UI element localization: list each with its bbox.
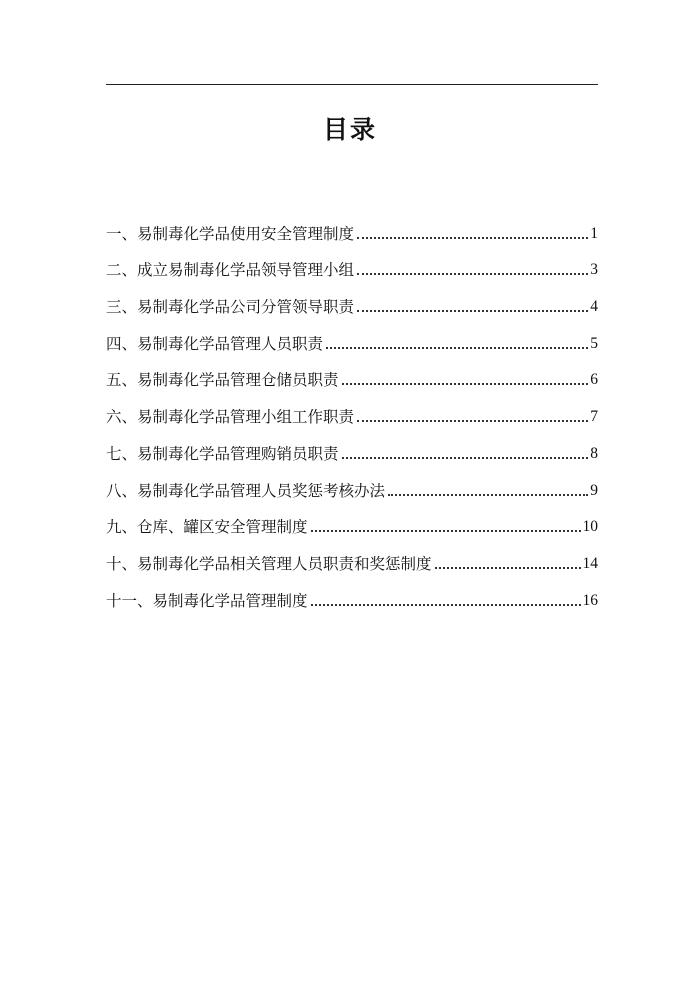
toc-entry-title: 四、易制毒化学品管理人员职责 <box>106 334 324 353</box>
dot-leader <box>388 494 588 496</box>
toc-entry[interactable] <box>106 317 598 354</box>
toc-entry-title: 九、仓库、罐区安全管理制度 <box>106 518 308 537</box>
toc-entry-title: 一、易制毒化学品使用安全管理制度 <box>106 224 355 243</box>
page-title: 目录 <box>322 115 377 144</box>
dot-leader <box>435 567 581 569</box>
toc-entry-title: 二、成立易制毒化学品领导管理小组 <box>106 261 355 280</box>
dot-leader <box>357 420 588 422</box>
header-rule <box>106 84 598 85</box>
toc-entry-title: 八、易制毒化学品管理人员奖惩考核办法 <box>106 481 386 500</box>
dot-leader <box>342 457 589 459</box>
dot-leader <box>326 347 588 349</box>
toc-entry-title: 七、易制毒化学品管理购销员职责 <box>106 444 339 463</box>
dot-leader <box>357 237 588 239</box>
toc-page-number: 9 <box>590 481 598 499</box>
dot-leader <box>311 604 581 606</box>
toc-page-number: 6 <box>590 371 598 389</box>
toc-entry[interactable] <box>106 574 598 611</box>
toc-page-number: 8 <box>590 444 598 462</box>
toc-entry-title: 五、易制毒化学品管理仓储员职责 <box>106 371 339 390</box>
dot-leader <box>357 310 588 312</box>
toc-entry[interactable] <box>106 537 598 574</box>
toc-entry[interactable] <box>106 244 598 281</box>
toc-entry[interactable] <box>106 280 598 317</box>
table-of-contents <box>106 207 598 611</box>
toc-page-number: 3 <box>590 261 598 279</box>
toc-entry[interactable] <box>106 207 598 244</box>
toc-entry[interactable] <box>106 464 598 501</box>
toc-page-number: 10 <box>582 518 598 536</box>
toc-page-number: 14 <box>582 554 598 572</box>
toc-page-number: 7 <box>590 408 598 426</box>
toc-page-number: 5 <box>590 334 598 352</box>
toc-entry[interactable] <box>106 390 598 427</box>
dot-leader <box>311 530 581 532</box>
toc-entry[interactable] <box>106 354 598 391</box>
toc-entry-title: 十、易制毒化学品相关管理人员职责和奖惩制度 <box>106 554 432 573</box>
dot-leader <box>342 383 589 385</box>
toc-entry[interactable] <box>106 427 598 464</box>
toc-entry-title: 十一、易制毒化学品管理制度 <box>106 591 308 610</box>
toc-page-number: 4 <box>590 298 598 316</box>
dot-leader <box>357 273 588 275</box>
toc-entry-title: 三、易制毒化学品公司分管领导职责 <box>106 298 355 317</box>
toc-page-number: 16 <box>582 591 598 609</box>
toc-entry[interactable] <box>106 501 598 538</box>
toc-page-number: 1 <box>590 224 598 242</box>
toc-entry-title: 六、易制毒化学品管理小组工作职责 <box>106 408 355 427</box>
